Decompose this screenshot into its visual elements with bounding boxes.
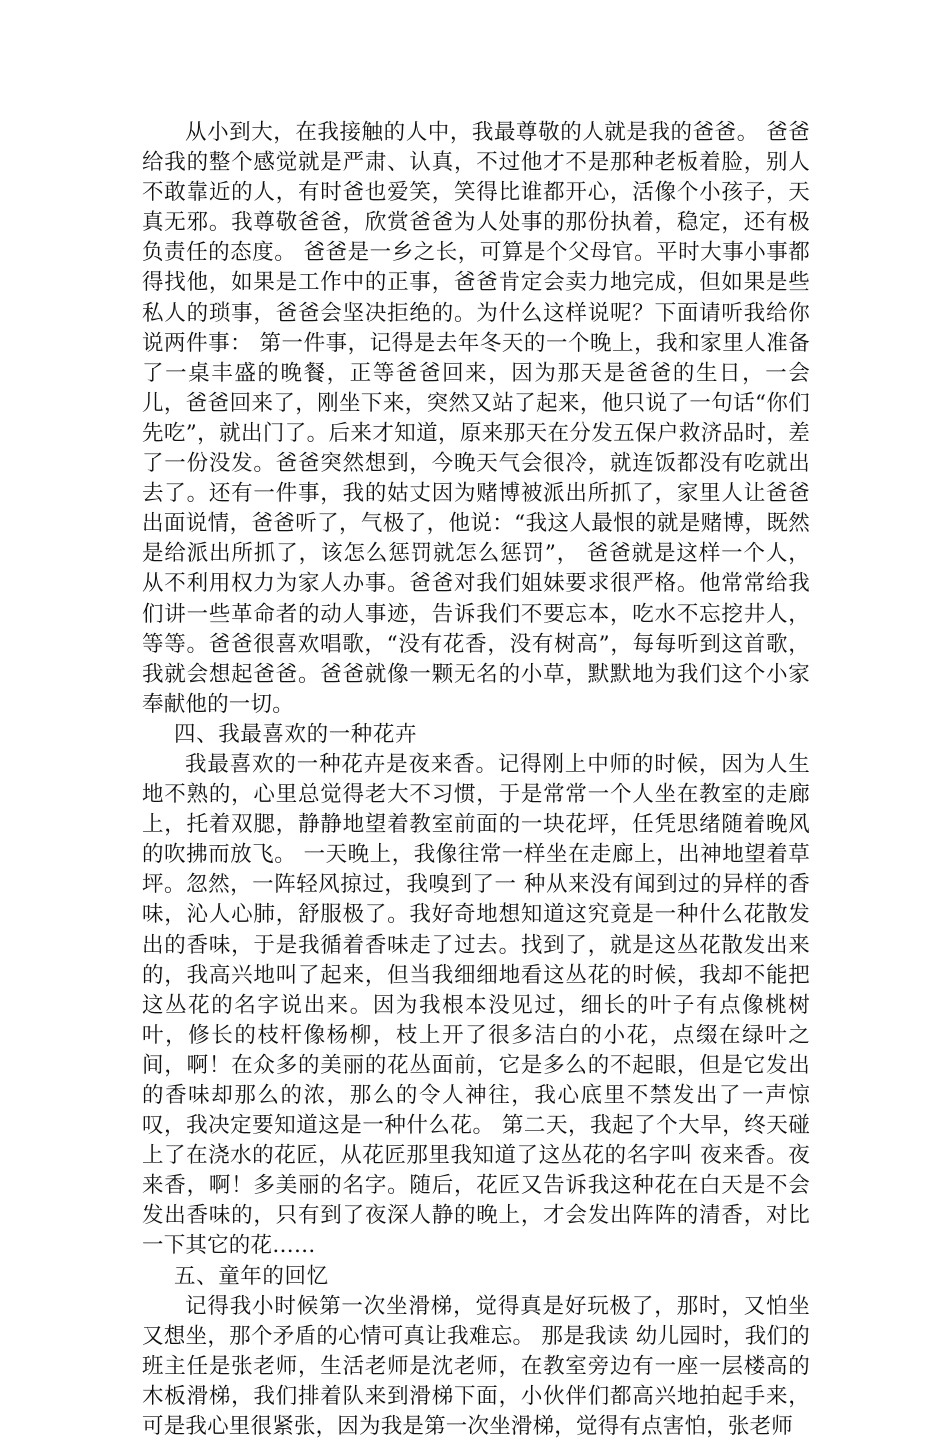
document-page	[142, 118, 810, 1442]
paragraph-father: 从小到大，在我接触的人中，我最尊敬的人就是我的爸爸。 爸爸给我的整个感觉就是严肃、认真，不过他才不是那种老板着脸，别人不敢靠近的人，有时爸也爱笑，笑得比谁都开心，活像个小孩子，天真无邪。我尊敬爸爸，欣赏爸爸为人处事的那份执着，稳定，还有极负责任的态度。 爸爸是一乡之长，可算是个父母官。平时大事小事都得找他，如果是工作中的正事，爸爸肯定会卖力地完成，但如果是些私人的琐事，爸爸会坚决拒绝的。为什么这样说呢？下面请听我给你说两件事： 第一件事，记得是去年冬天的一个晚上，我和家里人准备了一桌丰盛的晚餐，正等爸爸回来，因为那天是爸爸的生日，一会儿，爸爸回来了，刚坐下来，突然又站了起来，他只说了一句话“你们先吃”，就出门了。后来才知道，原来那天在分发五保户救济品时，差了一份没发。爸爸突然想到，今晚天气会很冷，就连饭都没有吃就出去了。还有一件事，我的姑丈因为赌博被派出所抓了，家里人让爸爸出面说情，爸爸听了，气极了，他说：“我这人最恨的就是赌博，既然是给派出所抓了，该怎么惩罚就怎么惩罚”， 爸爸就是这样一个人，从不利用权力为家人办事。爸爸对我们姐妹要求很严格。他常常给我们讲一些革命者的动人事迹，告诉我们不要忘本，吃水不忘挖井人，等等。爸爸很喜欢唱歌，“没有花香，没有树高”，每每听到这首歌，我就会想起爸爸。爸爸就像一颗无名的小草，默默地为我们这个小家奉献他的一切。	[142, 120, 810, 717]
section-heading-childhood-memory: 五、童年的回忆	[174, 1263, 329, 1289]
section-heading-favorite-flower: 四、我最喜欢的一种花卉	[174, 721, 418, 747]
section-body-childhood-memory: 记得我小时候第一次坐滑梯，觉得真是好玩极了，那时，又怕坐又想坐，那个矛盾的心情可真让我难忘。 那是我读 幼儿园时，我们的班主任是张老师，生活老师是沈老师，在教室旁边有一座一层楼高的木板滑梯，我们排着队来到滑梯下面，小伙伴们都高兴地拍起手来，可是我心里很紧张，因为我是第一次坐滑梯，觉得有点害怕，张老师	[142, 1293, 810, 1440]
section-body-favorite-flower: 我最喜欢的一种花卉是夜来香。记得刚上中师的时候，因为人生地不熟的，心里总觉得老大不习惯，于是常常一个人坐在教室的走廊上，托着双腮，静静地望着教室前面的一块花坪，任凭思绪随着晚风的吹拂而放飞。 一天晚上，我像往常一样坐在走廊上，出神地望着草坪。忽然，一阵轻风掠过，我嗅到了一 种从来没有闻到过的异样的香味，沁人心肺，舒服极了。我好奇地想知道这究竟是一种什么花散发出的香味，于是我循着香味走了过去。找到了，就是这丛花散发出来的，我高兴地叫了起来，但当我细细地看这丛花的时候，我却不能把这丛花的名字说出来。因为我根本没见过，细长的叶子有点像桃树叶，修长的枝杆像杨柳，枝上开了很多洁白的小花，点缀在绿叶之间，啊！在众多的美丽的花丛面前，它是多么的不起眼，但是它发出的香味却那么的浓，那么的令人神往，我心底里不禁发出了一声惊叹，我决定要知道这是一种什么花。 第二天，我起了个大早，终天碰上了在浇水的花匠，从花匠那里我知道了这丛花的名字叫 夜来香。夜来香，啊！多美丽的名字。随后，花匠又告诉我这种花在白天是不会发出香味的，只有到了夜深人静的晚上，才会发出阵阵的清香，对比一下其它的花……	[142, 751, 810, 1259]
